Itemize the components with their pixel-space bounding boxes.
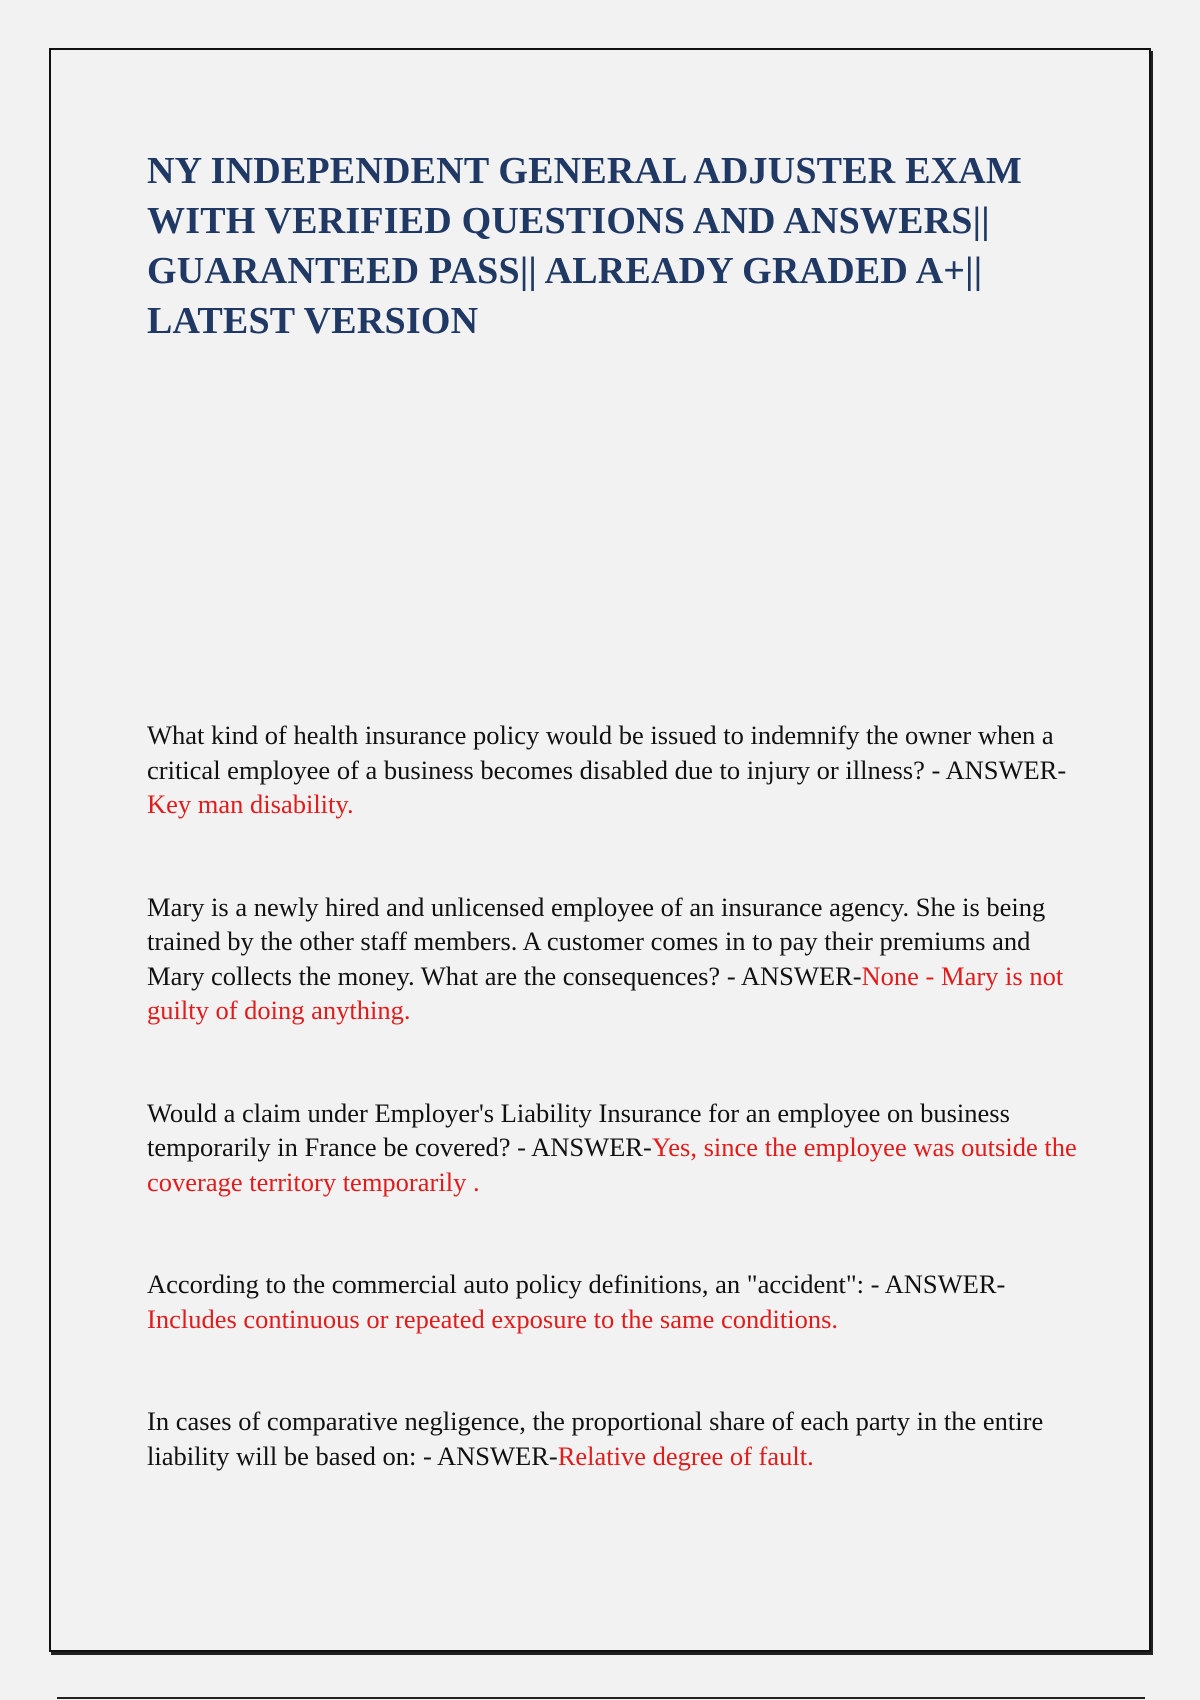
question-text: Mary is a newly hired and unlicensed employee of an insurance agency. She is being trained by the other staff members. A customer comes in to pay their premiums and Mary collects the money. What are the consequences? xyxy=(147,891,1046,991)
answer-marker: - ANSWER- xyxy=(720,960,862,991)
question-text: What kind of health insurance policy would be issued to indemnify the owner when a critical employee of a business becomes disabled due to injury or illness? xyxy=(147,720,1054,785)
answer-text: Key man disability. xyxy=(147,789,354,819)
qa-item xyxy=(147,1404,1087,1473)
answer-marker: - ANSWER- xyxy=(924,754,1067,785)
answer-text: Includes continuous or repeated exposure to the same conditions. xyxy=(147,1303,839,1334)
answer-marker: - ANSWER- xyxy=(510,1132,652,1162)
question-text: According to the commercial auto policy definitions, an "accident": xyxy=(147,1269,865,1299)
answer-text: Yes, since the employee was outside the coverage territory temporarily . xyxy=(147,1132,1077,1197)
qa-item xyxy=(147,1096,1087,1200)
question-text: In cases of comparative negligence, the proportional share of each party in the entire liability will be based on: xyxy=(147,1406,1044,1471)
qa-item xyxy=(147,1267,1087,1336)
qa-item xyxy=(147,890,1087,1028)
answer-text: Relative degree of fault. xyxy=(557,1440,814,1471)
answer-marker: - ANSWER- xyxy=(416,1440,558,1471)
qa-list xyxy=(147,718,1087,1473)
document-page xyxy=(49,48,1151,1652)
qa-item xyxy=(147,718,1087,822)
answer-text: None - Mary is not guilty of doing anything. xyxy=(147,960,1064,1025)
question-text: Would a claim under Employer's Liability Insurance for an employee on business temporarily in France be covered? xyxy=(147,1097,1010,1162)
document-title: NY INDEPENDENT GENERAL ADJUSTER EXAM WITH VERIFIED QUESTIONS AND ANSWERS|| GUARANTEED PASS|| ALREADY GRADED A+|| LATEST VERSION xyxy=(147,150,1023,342)
answer-marker: - ANSWER- xyxy=(864,1269,1006,1299)
next-page-top-border xyxy=(57,1697,1145,1699)
